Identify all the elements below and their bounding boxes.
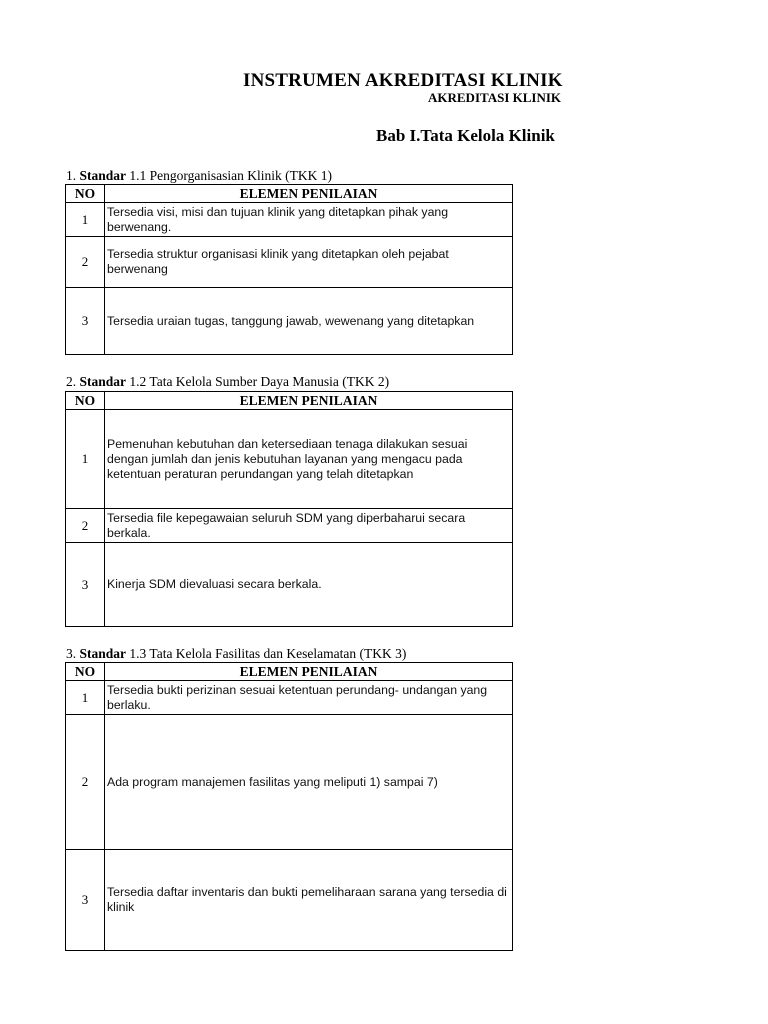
table-row xyxy=(66,715,513,850)
header-no: NO xyxy=(66,392,105,410)
table-row xyxy=(66,288,513,355)
standard-title: 1.2 Tata Kelola Sumber Daya Manusia (TKK 2) xyxy=(129,374,390,389)
table-header-row xyxy=(66,663,513,681)
row-element: Kinerja SDM dievaluasi secara berkala. xyxy=(105,543,513,627)
row-number: 1 xyxy=(66,203,105,237)
row-element: Pemenuhan kebutuhan dan ketersediaan tenaga dilakukan sesuai dengan jumlah dan jenis kebutuhan layanan yang mengacu pada ketentuan peraturan perundangan yang telah ditetapkan xyxy=(105,410,513,509)
standard-1-heading xyxy=(66,168,332,184)
row-element: Tersedia daftar inventaris dan bukti pemeliharaan sarana yang tersedia di klinik xyxy=(105,850,513,951)
header-no: NO xyxy=(66,185,105,203)
table-row xyxy=(66,850,513,951)
row-number: 1 xyxy=(66,681,105,715)
row-element: Tersedia struktur organisasi klinik yang ditetapkan oleh pejabat berwenang xyxy=(105,237,513,288)
row-number: 3 xyxy=(66,543,105,627)
header-element: ELEMEN PENILAIAN xyxy=(105,663,513,681)
standard-label: Standar xyxy=(79,168,127,183)
document-subtitle: AKREDITASI KLINIK xyxy=(428,90,562,105)
standard-title: 1.1 Pengorganisasian Klinik (TKK 1) xyxy=(129,168,332,183)
standard-label: Standar xyxy=(79,646,127,661)
row-number: 3 xyxy=(66,850,105,951)
row-number: 2 xyxy=(66,509,105,543)
table-row xyxy=(66,203,513,237)
row-element: Tersedia visi, misi dan tujuan klinik yang ditetapkan pihak yang berwenang. xyxy=(105,203,513,237)
table-header-row xyxy=(66,392,513,410)
table-row xyxy=(66,509,513,543)
table-row xyxy=(66,543,513,627)
header-no: NO xyxy=(66,663,105,681)
chapter-heading: Bab I.Tata Kelola Klinik xyxy=(376,126,555,145)
row-element: Tersedia bukti perizinan sesuai ketentuan perundang- undangan yang berlaku. xyxy=(105,681,513,715)
row-number: 2 xyxy=(66,237,105,288)
header-element: ELEMEN PENILAIAN xyxy=(105,392,513,410)
standard-1-table xyxy=(65,184,513,355)
standard-number: 2. xyxy=(66,374,77,389)
standard-2-table xyxy=(65,391,513,627)
row-number: 3 xyxy=(66,288,105,355)
table-header-row xyxy=(66,185,513,203)
row-number: 2 xyxy=(66,715,105,850)
standard-label: Standar xyxy=(79,374,127,389)
standard-title: 1.3 Tata Kelola Fasilitas dan Keselamatan (TKK 3) xyxy=(129,646,407,661)
standard-number: 3. xyxy=(66,646,77,661)
table-row xyxy=(66,681,513,715)
header-element: ELEMEN PENILAIAN xyxy=(105,185,513,203)
standard-number: 1. xyxy=(66,168,77,183)
row-number: 1 xyxy=(66,410,105,509)
table-row xyxy=(66,410,513,509)
standard-3-table xyxy=(65,662,513,951)
row-element: Tersedia file kepegawaian seluruh SDM yang diperbaharui secara berkala. xyxy=(105,509,513,543)
standard-2-heading xyxy=(66,374,389,390)
row-element: Ada program manajemen fasilitas yang meliputi 1) sampai 7) xyxy=(105,715,513,850)
table-row xyxy=(66,237,513,288)
document-title: INSTRUMEN AKREDITASI KLINIK xyxy=(243,70,563,91)
standard-3-heading xyxy=(66,646,406,662)
row-element: Tersedia uraian tugas, tanggung jawab, wewenang yang ditetapkan xyxy=(105,288,513,355)
